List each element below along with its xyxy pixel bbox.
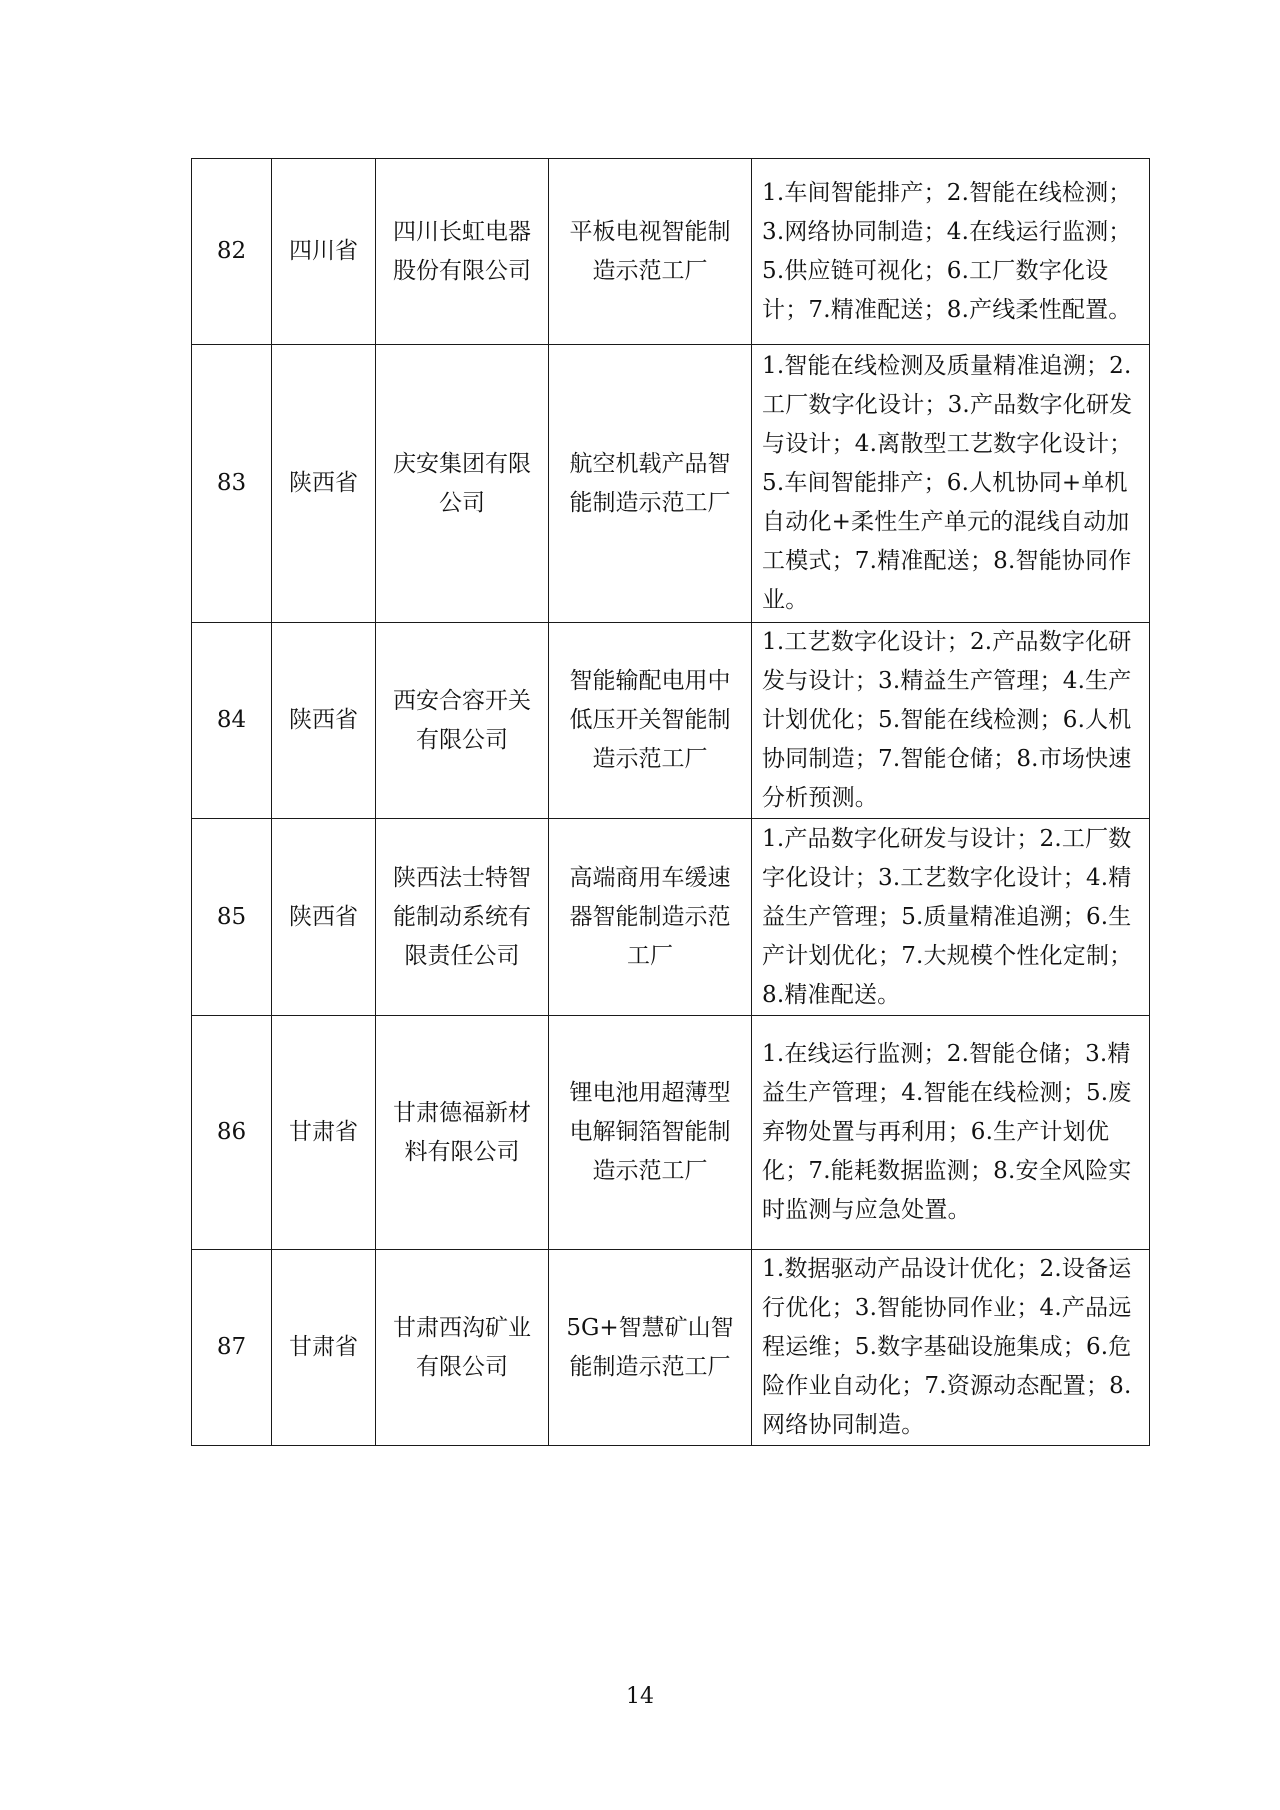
scenario-cell: 1.在线运行监测；2.智能仓储；3.精益生产管理；4.智能在线检测；5.废弃物处置与再利用；6.生产计划优化；7.能耗数据监测；8.安全风险实时监测与应急处置。 xyxy=(752,1016,1150,1250)
factory-cell: 智能输配电用中低压开关智能制造示范工厂 xyxy=(549,623,752,819)
table-row xyxy=(192,345,1150,623)
row-number: 85 xyxy=(192,819,272,1016)
scenario-cell: 1.车间智能排产；2.智能在线检测；3.网络协同制造；4.在线运行监测；5.供应链可视化；6.工厂数字化设计；7.精准配送；8.产线柔性配置。 xyxy=(752,159,1150,345)
table-row xyxy=(192,623,1150,819)
factory-cell: 高端商用车缓速器智能制造示范工厂 xyxy=(549,819,752,1016)
province-cell: 四川省 xyxy=(272,159,376,345)
factory-cell: 5G+智慧矿山智能制造示范工厂 xyxy=(549,1250,752,1446)
company-cell: 庆安集团有限公司 xyxy=(376,345,549,623)
company-cell: 四川长虹电器股份有限公司 xyxy=(376,159,549,345)
row-number: 82 xyxy=(192,159,272,345)
province-cell: 陕西省 xyxy=(272,345,376,623)
factory-cell: 锂电池用超薄型电解铜箔智能制造示范工厂 xyxy=(549,1016,752,1250)
row-number: 86 xyxy=(192,1016,272,1250)
company-cell: 甘肃德福新材料有限公司 xyxy=(376,1016,549,1250)
scenario-cell: 1.数据驱动产品设计优化；2.设备运行优化；3.智能协同作业；4.产品远程运维；5.数字基础设施集成；6.危险作业自动化；7.资源动态配置；8.网络协同制造。 xyxy=(752,1250,1150,1446)
province-cell: 甘肃省 xyxy=(272,1250,376,1446)
page-number: 14 xyxy=(626,1684,654,1709)
table-row xyxy=(192,1016,1150,1250)
scenario-cell: 1.产品数字化研发与设计；2.工厂数字化设计；3.工艺数字化设计；4.精益生产管理；5.质量精准追溯；6.生产计划优化；7.大规模个性化定制；8.精准配送。 xyxy=(752,819,1150,1016)
table-row xyxy=(192,159,1150,345)
row-number: 87 xyxy=(192,1250,272,1446)
company-cell: 西安合容开关有限公司 xyxy=(376,623,549,819)
company-cell: 甘肃西沟矿业有限公司 xyxy=(376,1250,549,1446)
row-number: 83 xyxy=(192,345,272,623)
scenario-cell: 1.智能在线检测及质量精准追溯；2.工厂数字化设计；3.产品数字化研发与设计；4.离散型工艺数字化设计；5.车间智能排产；6.人机协同+单机自动化+柔性生产单元的混线自动加工模式；7.精准配送；8.智能协同作业。 xyxy=(752,345,1150,623)
factory-list-table xyxy=(191,158,1150,1446)
company-cell: 陕西法士特智能制动系统有限责任公司 xyxy=(376,819,549,1016)
factory-cell: 航空机载产品智能制造示范工厂 xyxy=(549,345,752,623)
scenario-cell: 1.工艺数字化设计；2.产品数字化研发与设计；3.精益生产管理；4.生产计划优化；5.智能在线检测；6.人机协同制造；7.智能仓储；8.市场快速分析预测。 xyxy=(752,623,1150,819)
factory-cell: 平板电视智能制造示范工厂 xyxy=(549,159,752,345)
province-cell: 陕西省 xyxy=(272,819,376,1016)
table-row xyxy=(192,819,1150,1016)
row-number: 84 xyxy=(192,623,272,819)
table-row xyxy=(192,1250,1150,1446)
province-cell: 陕西省 xyxy=(272,623,376,819)
province-cell: 甘肃省 xyxy=(272,1016,376,1250)
